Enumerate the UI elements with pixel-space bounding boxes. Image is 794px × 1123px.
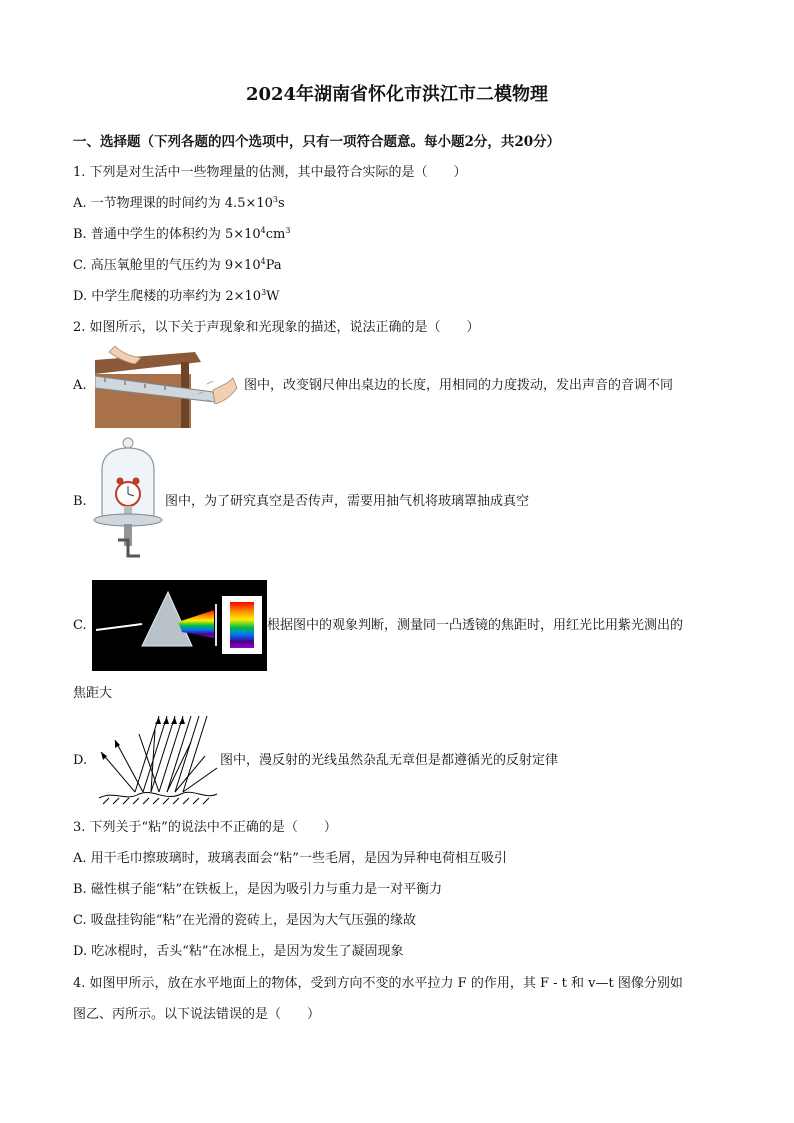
- q2-option-d-label: D.: [73, 753, 88, 768]
- q2-option-a-text: 图中，改变钢尺伸出桌边的长度，用相同的力度拨动，发出声音的音调不同: [244, 378, 674, 393]
- section-heading-choice: 一、选择题（下列各题的四个选项中，只有一项符合题意。每小题2分，共20分）: [73, 134, 561, 150]
- q3-option-d: D. 吃冰棍时，舌头“粘”在冰棍上，是因为发生了凝固现象: [73, 944, 404, 959]
- q2-option-c-text: 根据图中的观象判断，测量同一凸透镜的焦距时，用红光比用紫光测出的: [267, 618, 684, 633]
- diffuse-reflection-figure: [95, 712, 220, 808]
- q1-stem: 1. 下列是对生活中一些物理量的估测，其中最符合实际的是（ ）: [73, 165, 467, 180]
- q3-option-a: A. 用干毛巾擦玻璃时，玻璃表面会“粘”一些毛屑，是因为异种电荷相互吸引: [73, 851, 507, 866]
- q2-option-b-label: B.: [73, 494, 87, 509]
- q2-option-c-text-cont: 焦距大: [73, 686, 113, 701]
- q1-option-d: D. 中学生爬楼的功率约为 $2\times 10^3W$: [73, 288, 280, 304]
- q2-option-c-label: C.: [73, 618, 87, 633]
- q1-option-b: B. 普通中学生的体积约为 $5\times 10^4cm^3$: [73, 226, 291, 242]
- q2-option-a-label: A.: [73, 378, 87, 393]
- q1-option-a: A. 一节物理课的时间约为 $4.5\times 10^3s$: [73, 195, 285, 211]
- q2-option-d-text: 图中，漫反射的光线虽然杂乱无章但是都遵循光的反射定律: [220, 753, 559, 768]
- q3-option-c: C. 吸盘挂钩能“粘”在光滑的瓷砖上，是因为大气压强的缘故: [73, 913, 417, 928]
- q2-stem: 2. 如图所示，以下关于声现象和光现象的描述，说法正确的是（ ）: [73, 320, 480, 335]
- page-title: 2024年湖南省怀化市洪江市二模物理: [245, 84, 549, 105]
- q3-option-b: B. 磁性棋子能“粘”在铁板上，是因为吸引力与重力是一对平衡力: [73, 882, 443, 897]
- q1-option-c: C. 高压氧舱里的气压约为 $9\times 10^4Pa$: [73, 257, 282, 273]
- q4-stem-line1: 4. 如图甲所示，放在水平地面上的物体，受到方向不变的水平拉力 F 的作用，其 F - t 和 v—t 图像分别如: [73, 976, 683, 991]
- ruler-on-table-figure: [95, 346, 243, 428]
- q3-stem: 3. 下列关于“粘”的说法中不正确的是（ ）: [73, 820, 337, 835]
- prism-dispersion-figure: [92, 580, 267, 671]
- bell-jar-figure: [92, 436, 164, 564]
- q4-stem-line2: 图乙、丙所示。以下说法错误的是（ ）: [73, 1007, 321, 1022]
- q2-option-b-text: 图中，为了研究真空是否传声，需要用抽气机将玻璃罩抽成真空: [165, 494, 530, 509]
